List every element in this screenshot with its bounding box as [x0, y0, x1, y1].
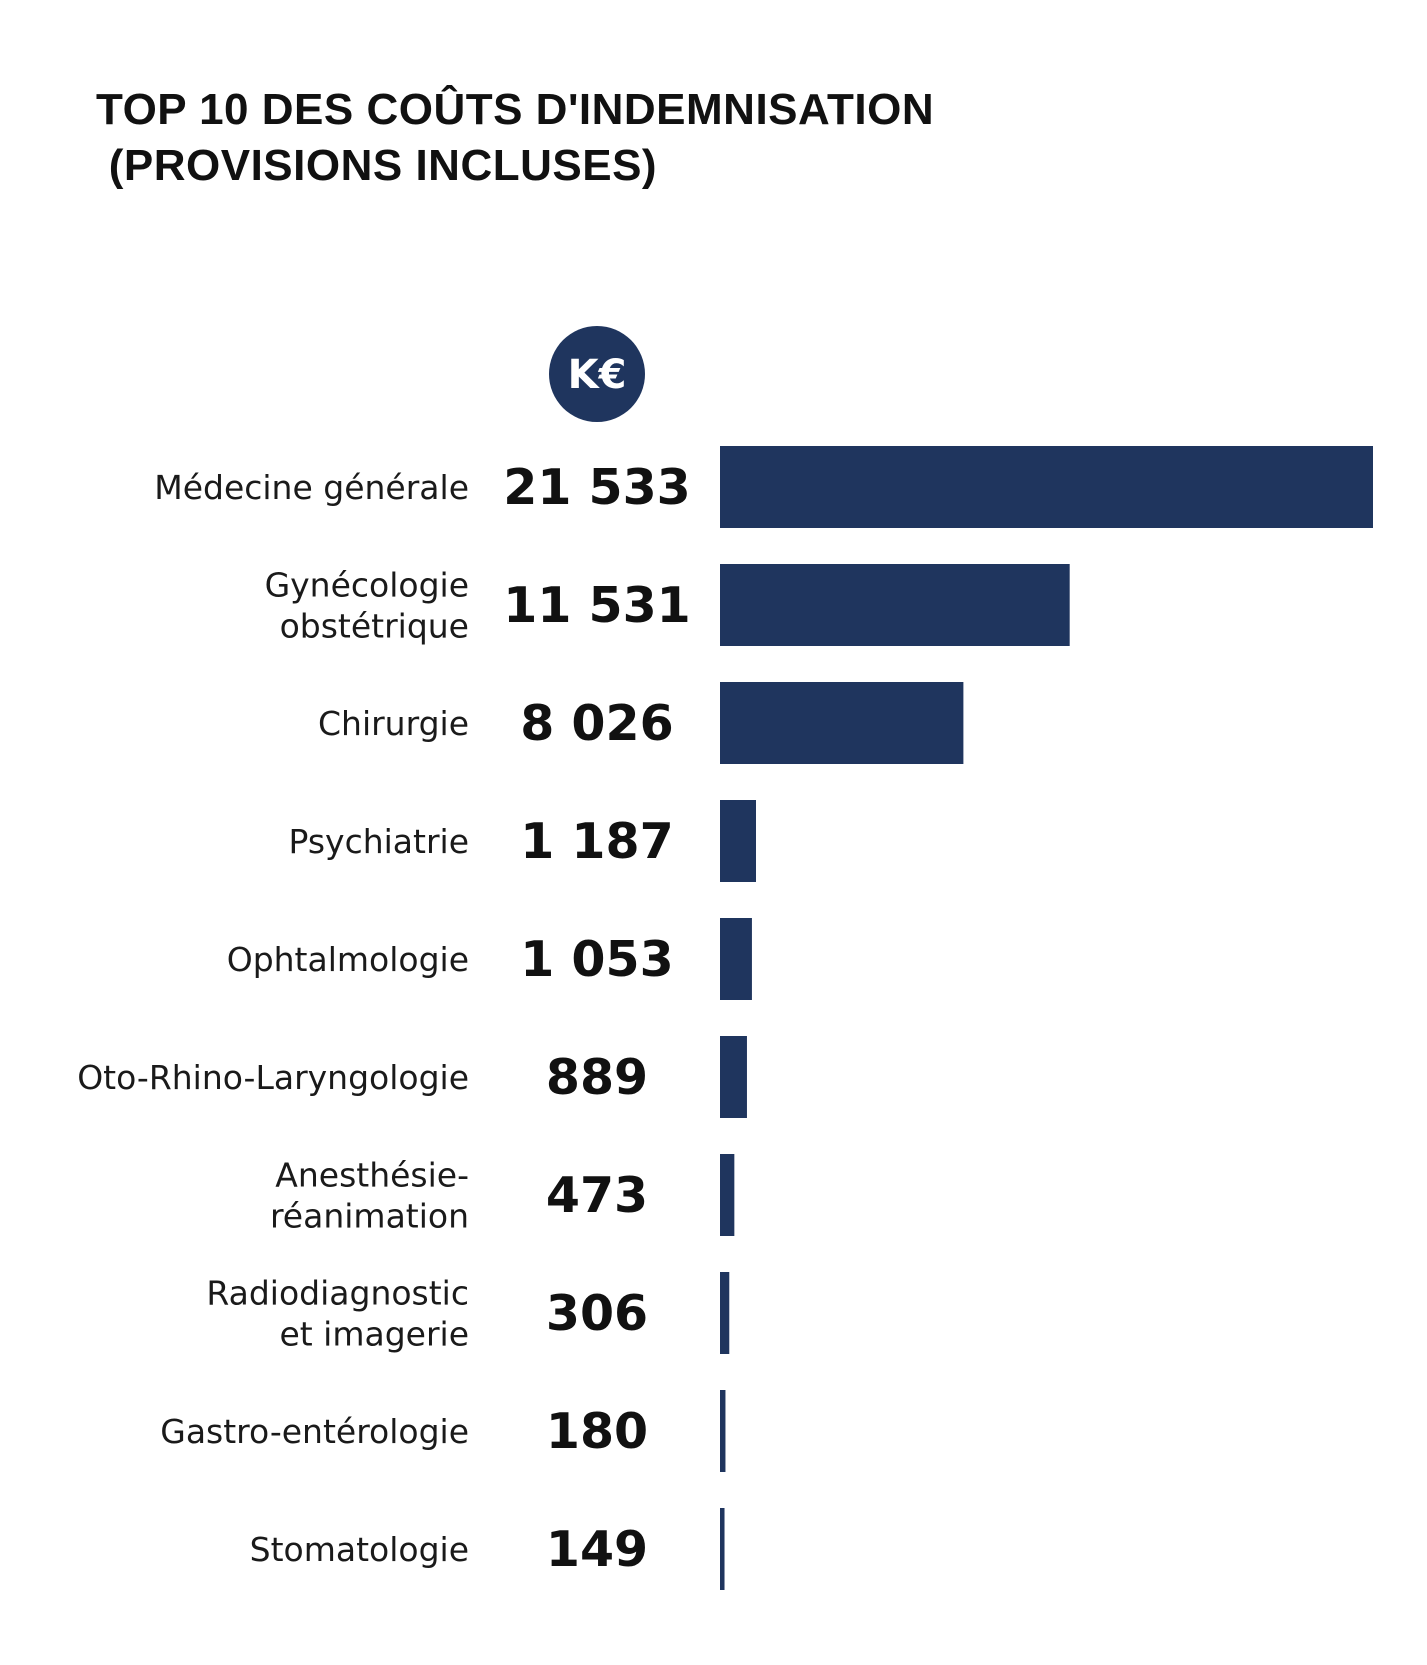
bar — [720, 800, 756, 882]
category-label — [250, 1530, 469, 1569]
value-label: 1 053 — [520, 931, 674, 988]
category-label-line: Chirurgie — [317, 704, 469, 743]
value-label: 1 187 — [520, 813, 674, 870]
category-label-line: Radiodiagnostic — [206, 1273, 469, 1313]
bar — [720, 918, 752, 1000]
category-label-line: Ophtalmologie — [226, 940, 469, 979]
category-label — [206, 1274, 469, 1354]
value-label: 21 533 — [503, 459, 691, 516]
category-label-line: Médecine générale — [154, 468, 469, 507]
category-label — [318, 704, 469, 743]
bar — [720, 1154, 734, 1236]
category-label — [270, 1156, 469, 1236]
category-label-line: Anesthésie- — [275, 1155, 469, 1195]
bar — [720, 1390, 725, 1472]
category-label — [265, 566, 469, 646]
value-label: 8 026 — [520, 695, 674, 752]
category-label — [77, 1058, 469, 1097]
category-label-line: Oto-Rhino-Laryngologie — [77, 1058, 469, 1097]
value-label: 889 — [545, 1049, 649, 1106]
category-label — [154, 468, 469, 507]
chart-rows — [77, 446, 1373, 1590]
category-label — [160, 1412, 469, 1451]
category-label-line: réanimation — [269, 1196, 469, 1236]
bar — [720, 1508, 725, 1590]
category-label-line: Gastro-entérologie — [160, 1412, 469, 1451]
value-label: 11 531 — [503, 577, 691, 634]
value-label: 473 — [545, 1167, 649, 1224]
category-label-line: obstétrique — [279, 606, 469, 646]
value-label: 306 — [545, 1285, 649, 1342]
chart-title-line-1: TOP 10 DES COÛTS D'INDEMNISATION — [96, 85, 935, 134]
category-label — [227, 940, 469, 979]
category-label — [289, 822, 469, 861]
category-label-line: et imagerie — [279, 1314, 469, 1354]
bar — [720, 682, 963, 764]
bar — [720, 1036, 747, 1118]
category-label-line: Gynécologie — [264, 565, 469, 605]
value-label: 149 — [545, 1521, 649, 1578]
bar — [720, 446, 1373, 528]
unit-badge — [549, 326, 645, 422]
bar — [720, 564, 1070, 646]
category-label-line: Psychiatrie — [288, 822, 469, 861]
chart-title-line-2: (PROVISIONS INCLUSES) — [96, 141, 658, 190]
bar — [720, 1272, 729, 1354]
value-label: 180 — [545, 1403, 649, 1460]
unit-badge-text: K€ — [567, 352, 627, 398]
category-label-line: Stomatologie — [249, 1530, 469, 1569]
